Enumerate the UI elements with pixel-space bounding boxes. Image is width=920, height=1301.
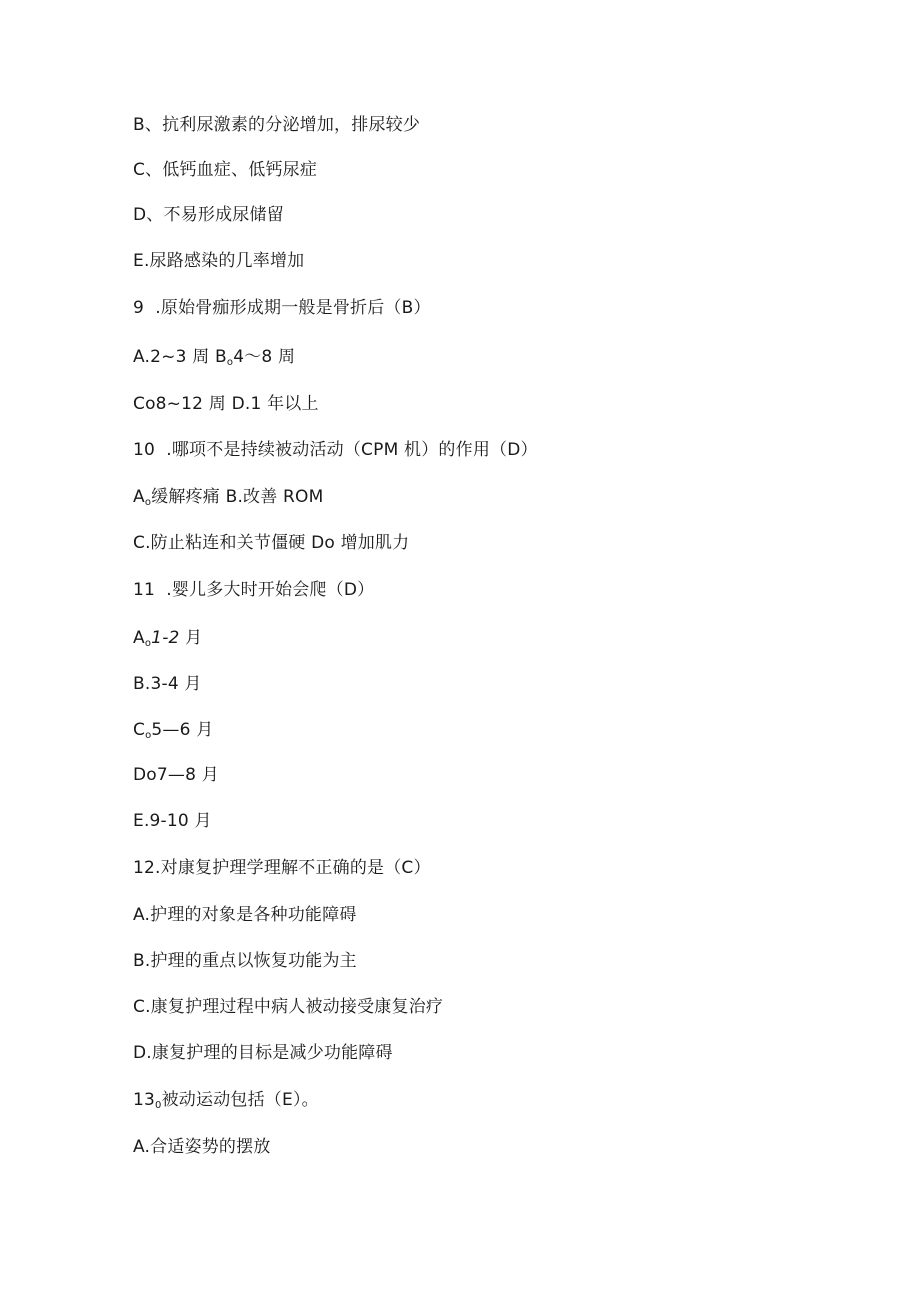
question-text: 10 .哪项不是持续被动活动（CPM 机）的作用（D） [133, 440, 538, 460]
question-13-option-a [133, 1136, 271, 1158]
question-13 [133, 1089, 319, 1117]
option-b-line [133, 114, 420, 136]
option-text: E.尿路感染的几率增加 [133, 251, 305, 271]
question-11-option-c [133, 719, 213, 747]
question-number: 13 [133, 1090, 156, 1110]
question-11 [133, 579, 374, 601]
option-text: B、抗利尿激素的分泌增加，排尿较少 [133, 115, 421, 135]
question-9-options-cd [133, 393, 319, 415]
option-text: 缓解疼痛 B.改善 ROM [151, 487, 324, 507]
option-text: C.康复护理过程中病人被动接受康复治疗 [133, 997, 444, 1017]
question-10 [133, 439, 538, 461]
question-text: 11 .婴儿多大时开始会爬（D） [133, 580, 375, 600]
subscript-zero: 0 [155, 1100, 162, 1111]
question-12-option-a [133, 904, 357, 926]
option-d-line [133, 204, 284, 226]
subscript-o: o [226, 357, 234, 368]
question-text: 12.对康复护理学理解不正确的是（C） [133, 858, 431, 878]
option-text: 5—6 月 [151, 720, 214, 740]
option-text: B.3-4 月 [133, 674, 202, 694]
question-10-options-cd [133, 532, 409, 554]
subscript-o: o [145, 730, 152, 741]
option-text: A.护理的对象是各种功能障碍 [133, 905, 357, 925]
option-e-line [133, 250, 304, 272]
option-text: C [133, 720, 146, 740]
question-11-option-b [133, 673, 202, 695]
question-9-options-ab [133, 346, 295, 374]
question-9 [133, 297, 431, 319]
option-c-line [133, 159, 317, 181]
option-text: D、不易形成尿储留 [133, 205, 284, 225]
option-text: C.防止粘连和关节僵硬 Do 增加肌力 [133, 533, 410, 553]
option-text: Co8~12 周 D.1 年以上 [133, 394, 319, 414]
option-text: 月 [179, 628, 203, 648]
question-text: 9 .原始骨痂形成期一般是骨折后（B） [133, 298, 431, 318]
question-12-option-d [133, 1042, 393, 1064]
subscript-o: o [144, 638, 152, 649]
question-11-option-e [133, 810, 212, 832]
question-11-option-d [133, 764, 219, 786]
question-11-option-a [133, 627, 202, 655]
option-text: B.护理的重点以恢复功能为主 [133, 951, 357, 971]
question-12 [133, 857, 431, 879]
option-text: A.合适姿势的摆放 [133, 1137, 271, 1157]
option-text: A [133, 487, 145, 507]
question-12-option-c [133, 996, 443, 1018]
option-text: 4～8 周 [233, 347, 296, 367]
question-12-option-b [133, 950, 357, 972]
option-text: D.康复护理的目标是减少功能障碍 [133, 1043, 393, 1063]
option-text: A [133, 628, 145, 648]
question-10-options-ab [133, 486, 324, 514]
question-text: 被动运动包括（E）。 [161, 1090, 319, 1110]
subscript-o: o [144, 497, 152, 508]
option-text: E.9-10 月 [133, 811, 212, 831]
option-text: C、低钙血症、低钙尿症 [133, 160, 318, 180]
option-text: 1-2 [151, 628, 180, 648]
option-text: A.2~3 周 B [133, 347, 227, 367]
option-text: Do7—8 月 [133, 765, 219, 785]
